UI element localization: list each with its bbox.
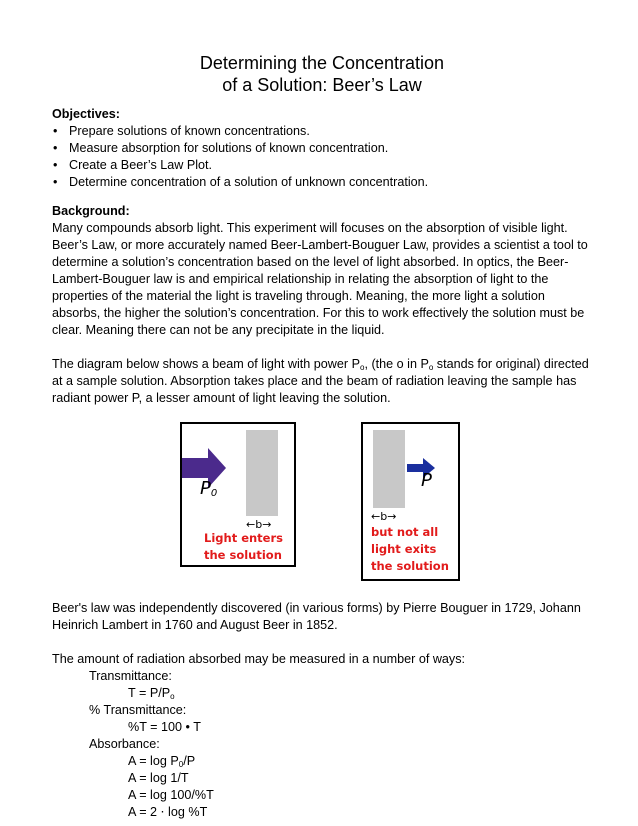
p2-text-a: The diagram below shows a beam of light with power P xyxy=(52,357,360,371)
page-title xyxy=(52,52,592,96)
background-paragraph-2 xyxy=(52,356,592,407)
incident-power-label: $P_0$ xyxy=(200,478,218,499)
caption-line-1: but not all xyxy=(371,525,439,539)
absorbance-label: Absorbance: xyxy=(89,737,160,751)
absorbance-equation-4: A = 2 ⋅ log %T xyxy=(128,805,208,819)
light-exits-figure xyxy=(361,422,460,581)
absorbance-equation-2: A = log 1/T xyxy=(128,771,189,785)
percent-transmittance-equation: %T = 100 • T xyxy=(128,720,201,734)
percent-transmittance-label: % Transmittance: xyxy=(89,703,187,717)
objective-item: • Create a Beer’s Law Plot. xyxy=(52,157,592,174)
caption-line-2: light exits xyxy=(371,542,437,556)
objective-item: • Determine concentration of a solution of unknown concentration. xyxy=(52,174,592,191)
objective-item: • Measure absorption for solutions of known concentration. xyxy=(52,140,592,157)
document-page xyxy=(52,52,592,821)
caption-line-3: the solution xyxy=(371,559,449,573)
caption-line-2: the solution xyxy=(204,548,282,562)
path-length-label: ←b→ xyxy=(371,510,397,523)
title-line-2: of a Solution: Beer’s Law xyxy=(222,75,422,95)
p2-text-b: , (the o in P xyxy=(364,357,429,371)
path-length-label: ←b→ xyxy=(246,518,272,531)
measurement-ways xyxy=(52,651,592,821)
history-paragraph: Beer's law was independently discovered (in various forms) by Pierre Bouguer in 1729, Johann Heinrich Lambert in 1760 and August Beer in 1852. xyxy=(52,601,581,632)
absorbance-equation-1: $A = \log P_0/P$ xyxy=(128,754,196,769)
transmittance-label: Transmittance: xyxy=(89,669,172,683)
objectives-list xyxy=(52,123,592,191)
p2-text-c: stands for original) directed at a sample solution. Absorption takes place and the beam of radiation leaving the sample has radiant power P, a lesser amount of light leaving the solution. xyxy=(52,357,589,405)
caption-line-1: Light enters xyxy=(204,531,283,545)
beer-law-diagram xyxy=(52,422,592,584)
ways-intro: The amount of radiation absorbed may be measured in a number of ways: xyxy=(52,652,466,666)
p2-sub-1: o xyxy=(360,363,365,372)
background-paragraph-1: Many compounds absorb light. This experiment will focuses on the absorption of visible light. Beer’s Law, or more accurately named Beer-Lambert-Bouguer Law, provides a scientist a tool to determine a solution’s concentration based on the level of light absorbed. In optics, the Beer-Lambert-Bouguer law is and empirical relationship in relating the absorption of light to the properties of the material the light is traveling through. Meaning, the more light a solution absorbs, the higher the solution’s concentration. For this to work effectively the solution must be clear. Meaning there can not be any precipitate in the liquid. xyxy=(52,221,588,337)
sample-solution xyxy=(246,430,278,516)
title-line-1: Determining the Concentration xyxy=(199,53,445,73)
light-enters-figure xyxy=(180,422,296,567)
objectives-heading: Objectives: xyxy=(52,107,120,121)
absorbance-equation-3: A = log 100/%T xyxy=(128,788,214,802)
background-heading: Background: xyxy=(52,204,130,218)
transmitted-power-label: P xyxy=(421,470,432,491)
p2-sub-2: o xyxy=(428,363,434,372)
transmittance-equation: $T = P/P_o$ xyxy=(128,686,175,701)
objective-item: • Prepare solutions of known concentrations. xyxy=(52,123,592,140)
